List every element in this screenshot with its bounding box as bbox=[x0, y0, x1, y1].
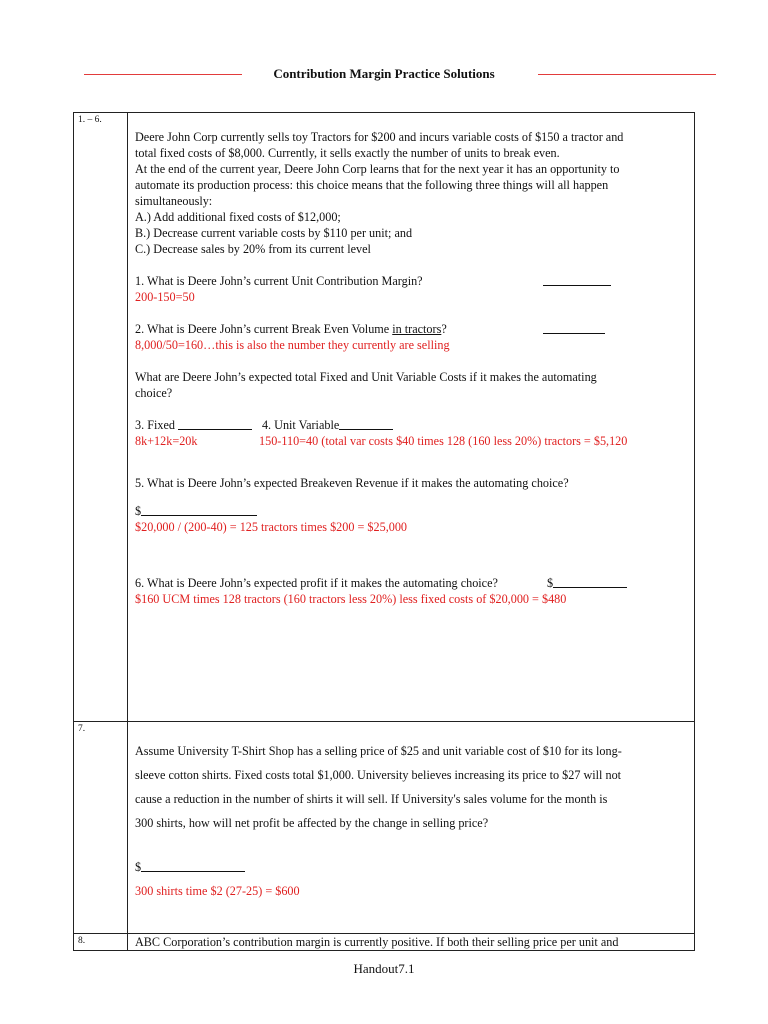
intro-line: A.) Add additional fixed costs of $12,000; bbox=[135, 210, 341, 224]
answer-blank-6 bbox=[553, 575, 627, 588]
question-5: 5. What is Deere John’s expected Breakeven Revenue if it makes the automating choice? bbox=[135, 476, 569, 490]
answer-blank-5 bbox=[141, 503, 257, 516]
page-header bbox=[0, 64, 768, 86]
problem-8 bbox=[128, 934, 695, 951]
answer-7: 300 shirts time $2 (27-25) = $600 bbox=[135, 884, 300, 898]
solutions-table bbox=[73, 112, 695, 951]
problem-8-line: ABC Corporation’s contribution margin is currently positive. If both their selling price per unit and bbox=[135, 935, 619, 949]
answer-blank-7 bbox=[141, 855, 245, 872]
intro-line: simultaneously: bbox=[135, 194, 213, 208]
answer-4: 150-110=40 (total var costs $40 times 128 (160 less 20%) tractors = $5,120 bbox=[259, 434, 628, 448]
answer-blank-3 bbox=[178, 417, 252, 430]
header-rule-right bbox=[538, 74, 716, 75]
row-number: 7. bbox=[74, 722, 128, 934]
problem-7 bbox=[128, 722, 695, 934]
answer-blank-2 bbox=[543, 321, 605, 334]
dollar-sign: $ bbox=[135, 504, 142, 518]
problem-1-6 bbox=[128, 113, 695, 722]
page-footer: Handout7.1 bbox=[353, 961, 415, 976]
problem-7-line: Assume University T-Shirt Shop has a selling price of $25 and unit variable cost of $10 for its long- bbox=[135, 744, 622, 758]
question-2: 2. What is Deere John’s current Break Even Volume in tractors? bbox=[135, 322, 447, 336]
question-4: 4. Unit Variable bbox=[261, 418, 340, 432]
question-3: 3. Fixed bbox=[135, 418, 175, 432]
question-6: 6. What is Deere John’s expected profit if it makes the automating choice? bbox=[135, 576, 498, 590]
dollar-sign: $ bbox=[547, 576, 554, 590]
problem-7-line: sleeve cotton shirts. Fixed costs total $1,000. University believes increasing its price to $27 will not bbox=[135, 768, 622, 782]
answer-blank-1 bbox=[543, 273, 611, 286]
answer-6: $160 UCM times 128 tractors (160 tractors less 20%) less fixed costs of $20,000 = $480 bbox=[135, 592, 567, 606]
dollar-sign: $ bbox=[135, 860, 142, 874]
intro-line: Deere John Corp currently sells toy Tractors for $200 and incurs variable costs of $150 a tractor and bbox=[135, 130, 624, 144]
intro-line: C.) Decrease sales by 20% from its current level bbox=[135, 242, 371, 256]
table-row bbox=[74, 113, 695, 722]
table-row bbox=[74, 934, 695, 951]
answer-1: 200-150=50 bbox=[135, 290, 195, 304]
intro-line: automate its production process: this choice means that the following three things will all happen bbox=[135, 178, 609, 192]
row-number: 1. – 6. bbox=[74, 113, 128, 722]
answer-5: $20,000 / (200-40) = 125 tractors times $200 = $25,000 bbox=[135, 520, 408, 534]
problem-7-line: cause a reduction in the number of shirts it will sell. If University's sales volume for the month is bbox=[135, 792, 608, 806]
intro-line: At the end of the current year, Deere John Corp learns that for the next year it has an opportunity to bbox=[135, 162, 620, 176]
intro-line: B.) Decrease current variable costs by $110 per unit; and bbox=[135, 226, 413, 240]
table-row bbox=[74, 722, 695, 934]
question-3-4-intro: choice? bbox=[135, 386, 173, 400]
problem-7-line: 300 shirts, how will net profit be affected by the change in selling price? bbox=[135, 816, 489, 830]
answer-3: 8k+12k=20k bbox=[135, 434, 198, 448]
intro-line: total fixed costs of $8,000. Currently, it sells exactly the number of units to break even. bbox=[135, 146, 560, 160]
answer-2: 8,000/50=160…this is also the number they currently are selling bbox=[135, 338, 450, 352]
question-3-4-intro: What are Deere John’s expected total Fixed and Unit Variable Costs if it makes the automating bbox=[135, 370, 597, 384]
question-1: 1. What is Deere John’s current Unit Contribution Margin? bbox=[135, 274, 423, 288]
row-number: 8. bbox=[74, 934, 128, 951]
page-title: Contribution Margin Practice Solutions bbox=[273, 66, 495, 81]
answer-blank-4 bbox=[339, 417, 393, 430]
